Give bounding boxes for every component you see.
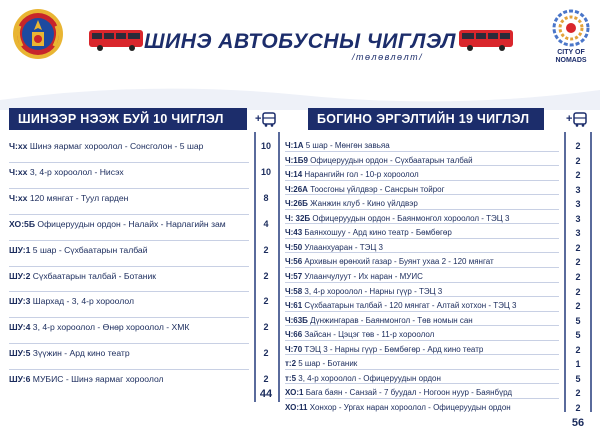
row-separator	[285, 383, 559, 384]
route-row	[9, 167, 124, 177]
route-row	[285, 141, 390, 150]
bus-count: 3	[575, 184, 581, 195]
route-row	[285, 345, 483, 354]
short-routes-header: БОГИНО ЭРГЭЛТИЙН 19 ЧИГЛЭЛ	[308, 108, 544, 130]
row-separator	[285, 282, 559, 283]
row-separator	[285, 325, 559, 326]
route-code: Ч:70	[285, 344, 303, 354]
route-row	[285, 330, 434, 339]
route-row	[9, 141, 203, 151]
right-count-divider	[564, 132, 566, 412]
route-row	[285, 185, 445, 194]
route-code: Ч:57	[285, 271, 303, 281]
route-description: 5 шар - Мөнгөн завьяа	[303, 141, 390, 150]
bus-count: 5	[575, 373, 581, 384]
route-description: Дүнжингарав - Баянмонгол - Төв номын сан	[307, 315, 473, 325]
row-separator	[285, 369, 559, 370]
bus-count: 2	[575, 344, 581, 355]
bus-count: 2	[575, 301, 581, 312]
row-separator	[285, 180, 559, 181]
route-code: ХО:11	[285, 402, 308, 412]
bus-count: 2	[263, 348, 269, 359]
background-wave	[0, 70, 600, 110]
row-separator	[285, 194, 559, 195]
route-row	[9, 348, 130, 358]
route-description: 3, 4-р хороолол - Өнөр хороолол - ХМК	[30, 322, 190, 333]
route-row	[9, 271, 156, 281]
route-row	[285, 388, 512, 397]
route-description: Бага баян - Санзай - 7 буудал - Ногоон нуур - Баянбүрд	[303, 388, 513, 398]
route-code: ШУ:3	[9, 296, 31, 307]
route-description: Хонхор - Ургах наран хороолол - Офицеруудын ордон	[307, 402, 511, 412]
bus-count: 2	[263, 244, 269, 255]
bus-count: 8	[263, 192, 269, 203]
row-separator	[9, 188, 249, 189]
city-of-nomads-logo	[548, 8, 594, 70]
route-row	[9, 219, 226, 229]
route-code: ШУ:2	[9, 270, 31, 281]
route-code: ШУ:1	[9, 244, 31, 255]
row-separator	[9, 266, 249, 267]
route-code: т:2	[285, 359, 297, 369]
bus-count: 2	[263, 296, 269, 307]
bus-count: 5	[575, 330, 581, 341]
bus-count: 2	[575, 286, 581, 297]
bus-count: 1	[575, 359, 581, 370]
row-separator	[285, 267, 559, 268]
route-description: ТЭЦ 3 - Нарны гүүр - Бөмбөгөр - Ард кино театр	[302, 344, 484, 354]
bus-count: 4	[263, 218, 269, 229]
route-row	[285, 359, 357, 368]
route-description: 5 шар - Ботаник	[296, 359, 358, 369]
bus-count: 2	[575, 402, 581, 413]
row-separator	[9, 291, 249, 292]
city-logo-icon	[551, 8, 591, 48]
bus-count: 3	[575, 213, 581, 224]
route-row	[285, 287, 442, 296]
route-code: ХО:5Б	[9, 218, 36, 229]
bus-count: 2	[263, 374, 269, 385]
row-separator	[9, 343, 249, 344]
row-separator	[285, 311, 559, 312]
route-description: Шинэ яармаг хороолол - Сонсголон - 5 шар	[27, 141, 204, 151]
route-row	[285, 170, 419, 179]
route-code: Ч:хх	[9, 192, 28, 203]
bus-count: 2	[575, 141, 581, 151]
route-code: Ч:26Б	[285, 199, 308, 209]
route-row	[285, 403, 511, 412]
route-description: Офицеруудын ордон - Сүхбаатарын талбай	[307, 155, 473, 165]
route-code: Ч:хх	[9, 166, 28, 177]
route-code: Ч:63Б	[285, 315, 308, 325]
route-row	[285, 156, 473, 165]
route-description: Нарангийн гол - 10-р хороолол	[302, 170, 419, 180]
route-code: Ч: 32Б	[285, 213, 311, 223]
row-separator	[285, 151, 559, 152]
city-logo-text: CITY OF NOMADS	[555, 49, 587, 64]
add-bus-icon	[566, 109, 588, 129]
bus-count: 2	[575, 257, 581, 268]
bus-count: 10	[260, 141, 271, 151]
row-separator	[9, 214, 249, 215]
route-description: Офицеруудын ордон - Баянмонгол хороолол - ТЭЦ 3	[310, 213, 510, 223]
left-count-divider	[254, 132, 256, 402]
row-separator	[285, 238, 559, 239]
route-description: Офицеруудын ордон - Налайх - Нарлагийн зам	[35, 218, 226, 229]
new-routes-total: 44	[259, 388, 273, 400]
route-description: МУБИС - Шинэ яармаг хороолол	[30, 374, 164, 385]
row-separator	[9, 240, 249, 241]
route-description: Тоосгоны үйлдвэр - Сансрын тойрог	[307, 184, 445, 194]
route-description: 120 мянгат - Туул гарден	[27, 192, 129, 203]
row-separator	[9, 162, 249, 163]
route-description: 3, 4-р хороолол - Офицеруудын ордон	[296, 373, 441, 383]
bus-count: 5	[575, 315, 581, 326]
route-code: Ч:1А	[285, 141, 304, 150]
route-description: 3, 4-р хороолол - Нисэх	[27, 166, 124, 177]
route-row	[285, 316, 473, 325]
add-bus-icon	[255, 109, 277, 129]
row-separator	[285, 354, 559, 355]
row-separator	[285, 398, 559, 399]
bus-count: 2	[575, 388, 581, 399]
route-row	[285, 301, 517, 310]
row-separator	[9, 317, 249, 318]
short-routes-total: 56	[571, 417, 585, 429]
row-separator	[285, 340, 559, 341]
bus-right-icon	[458, 28, 514, 57]
route-description: Архивын өрөнхий газар - Буянт ухаа 2 - 120 мянгат	[302, 257, 494, 267]
route-code: т:5	[285, 373, 297, 383]
left-count-divider-right	[278, 132, 280, 402]
row-separator	[285, 252, 559, 253]
route-row	[9, 296, 134, 306]
route-code: Ч:43	[285, 228, 303, 238]
route-code: Ч:26А	[285, 184, 308, 194]
route-code: ШУ:6	[9, 374, 31, 385]
route-code: Ч:хх	[9, 141, 28, 151]
bus-count: 2	[263, 322, 269, 333]
bus-count: 2	[575, 155, 581, 166]
route-row	[9, 193, 128, 203]
route-code: Ч:66	[285, 330, 303, 340]
route-row	[285, 374, 441, 383]
route-row	[285, 257, 494, 266]
bus-count: 2	[575, 242, 581, 253]
new-routes-header: ШИНЭЭР НЭЭЖ БУЙ 10 ЧИГЛЭЛ	[9, 108, 247, 130]
route-code: Ч:58	[285, 286, 303, 296]
route-description: Баянхошуу - Ард кино театр - Бөмбөгөр	[302, 228, 452, 238]
route-code: Ч:14	[285, 170, 303, 180]
svg-text:+: +	[255, 113, 262, 125]
route-row	[285, 199, 418, 208]
route-description: Улаанхуаран - ТЭЦ 3	[302, 242, 383, 252]
bus-count: 10	[260, 166, 271, 177]
route-row	[285, 243, 383, 252]
bus-count: 3	[575, 199, 581, 210]
route-row	[285, 272, 423, 281]
bus-count: 2	[575, 170, 581, 181]
route-description: Сүхбаатарын талбай - Ботаник	[30, 270, 157, 281]
route-description: Сүхбаатарын талбай - 120 мянгат - Алтай хотхон - ТЭЦ 3	[302, 301, 517, 311]
route-description: 5 шар - Сүхбаатарын талбай	[30, 244, 148, 255]
route-description: 3, 4-р хороолол - Нарны гүүр - ТЭЦ 3	[302, 286, 443, 296]
route-row	[285, 214, 509, 223]
right-count-divider-right	[590, 132, 592, 412]
route-description: Зүүжин - Ард кино театр	[30, 348, 130, 359]
svg-text:+: +	[566, 113, 573, 125]
route-description: Шархад - 3, 4-р хороолол	[30, 296, 134, 307]
row-separator	[285, 223, 559, 224]
page-title: ШИНЭ АВТОБУСНЫ ЧИГЛЭЛ	[144, 30, 456, 53]
route-description: Улаанчулуут - Их наран - МУИС	[302, 271, 423, 281]
bus-count: 2	[575, 271, 581, 282]
route-code: Ч:50	[285, 242, 303, 252]
route-code: Ч:56	[285, 257, 303, 267]
route-row	[285, 228, 452, 237]
route-code: ШУ:5	[9, 348, 31, 359]
page-header	[0, 0, 600, 80]
route-row	[9, 374, 164, 384]
route-code: ШУ:4	[9, 322, 31, 333]
page-subtitle: /төлөвлөлт/	[352, 52, 424, 62]
route-code: ХО:1	[285, 388, 304, 398]
route-description: Зайсан - Цэцэг төв - 11-р хороолол	[302, 330, 435, 340]
row-separator	[9, 369, 249, 370]
bus-count: 3	[575, 228, 581, 239]
route-code: Ч:61	[285, 301, 303, 311]
route-code: Ч:1Б9	[285, 155, 308, 165]
route-row	[9, 245, 148, 255]
bus-count: 2	[263, 270, 269, 281]
route-row	[9, 322, 189, 332]
row-separator	[285, 296, 559, 297]
row-separator	[285, 165, 559, 166]
route-description: Жанжин клуб - Кино үйлдвэр	[307, 199, 418, 209]
row-separator	[285, 209, 559, 210]
